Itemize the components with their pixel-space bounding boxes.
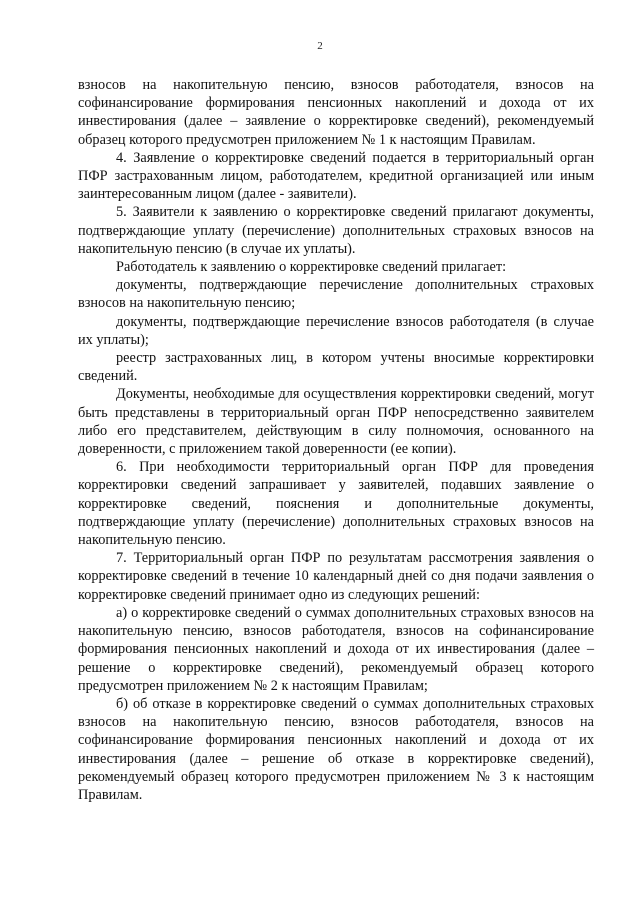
- paragraph: 5. Заявители к заявлению о корректировке сведений прилагают документы, подтверждающие уплату (перечисление) дополнительных страховых взносов на накопительную пенсию (в случае их уплаты).: [78, 204, 594, 257]
- paragraph: 6. При необходимости территориальный орган ПФР для проведения корректировки сведений запрашивает у заявителей, подавших заявление о корректировке сведений, пояснения и дополнительные документы, подтверждающие уплату (перечисление) дополнительных страховых взносов на накопительную пенсию.: [78, 459, 594, 549]
- paragraph: документы, подтверждающие перечисление дополнительных страховых взносов на накопительную пенсию;: [78, 277, 594, 312]
- page-number: 2: [317, 40, 323, 52]
- paragraph: Работодатель к заявлению о корректировке сведений прилагает:: [116, 259, 507, 276]
- paragraph: Документы, необходимые для осуществления корректировки сведений, могут быть представлены в территориальный орган ПФР непосредственно заявителем либо его представителем, действующим в силу полномочия, основанного на доверенности, с приложением такой доверенности (ее копии).: [78, 386, 594, 458]
- paragraph: 4. Заявление о корректировке сведений подается в территориальный орган ПФР застрахованным лицом, работодателем, кредитной организацией или иным заинтересованным лицом (далее - заявители).: [78, 149, 594, 203]
- paragraph: реестр застрахованных лиц, в котором учтены вносимые корректировки сведений.: [78, 350, 594, 385]
- paragraph: документы, подтверждающие перечисление взносов работодателя (в случае их уплаты);: [78, 313, 594, 348]
- paragraph: б) об отказе в корректировке сведений о суммах дополнительных страховых взносов на накопительную пенсию, взносов работодателя, взносов на софинансирование формирования пенсионных накоплений и дохода от их инвестирования (далее – решение об отказе в корректировке сведений), рекомендуемый образец которого предусмотрен приложением № 3 к настоящим Правилам.: [78, 695, 594, 803]
- paragraph: а) о корректировке сведений о суммах дополнительных страховых взносов на накопительную пенсию, взносов работодателя, взносов на софинансирование формирования пенсионных накоплений и дохода от их инвестирования (далее – решение о корректировке сведений), рекомендуемый образец которого предусмотрен приложением № 2 к настоящим Правилам;: [78, 604, 594, 694]
- paragraph: взносов на накопительную пенсию, взносов работодателя, взносов на софинансирование формирования пенсионных накоплений и дохода от их инвестирования (далее – заявление о корректировке сведений), рекомендуемый образец которого предусмотрен приложением № 1 к настоящим Правилам.: [78, 77, 594, 148]
- paragraph: 7. Территориальный орган ПФР по результатам рассмотрения заявления о корректировке сведений в течение 10 календарный дней со дня подачи заявления о корректировке сведений принимает одно из следующих решений:: [78, 550, 594, 603]
- document-body: [78, 76, 594, 804]
